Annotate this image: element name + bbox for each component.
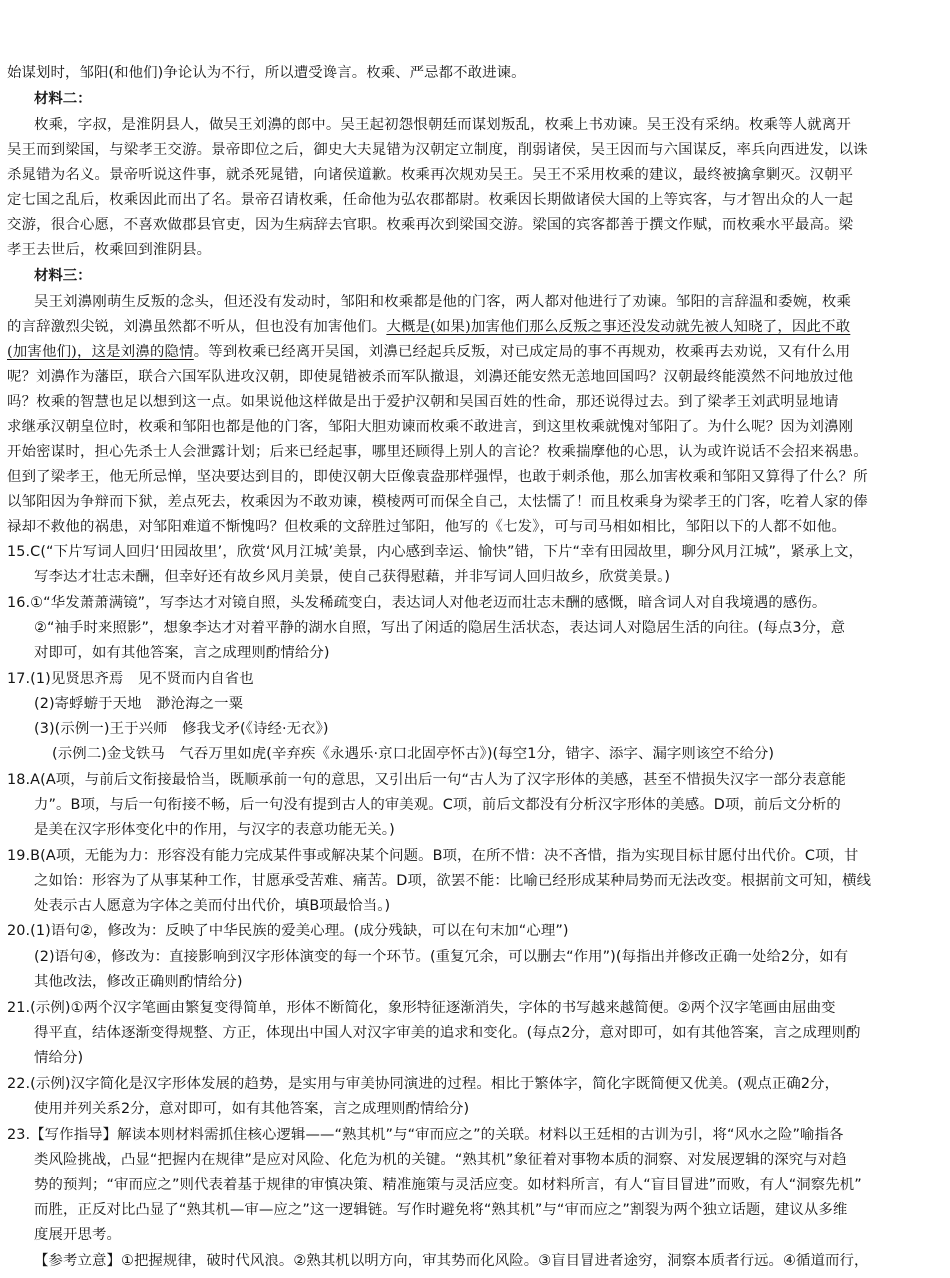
material-3-line: 开始密谋时，担心先杀士人会泄露计划；后来已经起事，哪里还顾得上别人的言论？枚乘揣摩他的心思，认为或许说话不会招来祸患。 bbox=[7, 444, 868, 460]
answer-line: 之如饴：形容为了从事某种工作，甘愿承受苦难、痛苦。D项，欲罢不能：比喻已经形成某种局势而无法改变。根据前文可知，横线 bbox=[34, 873, 872, 889]
top-line: 始谋划时，邹阳(和他们)争论认为不行，所以遭受谗言。枚乘、严忌都不敢进谏。 bbox=[7, 65, 526, 81]
material-3-line: 禄却不救他的祸患，对邹阳难道不惭愧吗？但枚乘的文辞胜过邹阳，他写的《七发》，可与司马相如相比，邹阳以下的人都不如他。 bbox=[7, 519, 847, 535]
material-3-heading: 材料三： bbox=[34, 268, 92, 284]
answer-line: (2)寄蜉蝣于天地 渺沧海之一粟 bbox=[34, 696, 244, 712]
answer-line: 19.B(A项，无能为力：形容没有能力完成某件事或解决某个问题。B项，在所不惜：决不吝惜，指为实现目标甘愿付出代价。C项，甘 bbox=[7, 848, 859, 864]
answer-line: 度展开思考。 bbox=[34, 1227, 121, 1243]
answer-line: (2)语句④，修改为：直接影响到汉字形体演变的每一个环节。(重复冗余，可以删去“作用”)(每指出并修改正确一处给2分，如有 bbox=[34, 949, 849, 965]
answer-line: 22.(示例)汉字简化是汉字形体发展的趋势，是实用与审美协同演进的过程。相比于繁体字，简化字既简便又优美。(观点正确2分， bbox=[7, 1076, 840, 1092]
underlined-passage: (加害他们)，这是刘濞的隐情 bbox=[7, 344, 194, 360]
answer-line: 写李达才壮志未酬，但幸好还有故乡风月美景，使自己获得慰藉，并非写词人回归故乡，欣赏美景。) bbox=[34, 569, 671, 585]
material-2-line: 交游，很合心愿，不喜欢做郡县官吏，因为生病辞去官职。枚乘再次到梁国交游。梁国的宾客都善于撰文作赋，而枚乘水平最高。梁 bbox=[7, 217, 854, 233]
answer-line: 力”。B项，与后一句衔接不畅，后一句没有提到古人的审美观。C项，前后文都没有分析汉字形体的美感。D项，前后文分析的 bbox=[34, 797, 841, 813]
answer-line: 势的预判；“审而应之”则代表着基于规律的审慎决策、精准施策与灵活应变。如材料所言，有人“盲目冒进”而败，有人“洞察先机” bbox=[34, 1177, 862, 1193]
material-3-line: 但到了梁孝王，他无所忌惮，坚决要达到目的，即使汉朝大臣像袁盎那样强悍，也敢于刺杀他，那么加害枚乘和邹阳又算得了什么？所 bbox=[7, 469, 868, 485]
answer-line: 是美在汉字形体变化中的作用，与汉字的表意功能无关。) bbox=[34, 822, 395, 838]
answer-line: 17.(1)见贤思齐焉 见不贤而内自省也 bbox=[7, 671, 254, 687]
material-2-line: 吴王而到梁国，与梁孝王交游。景帝即位之后，御史大夫晁错为汉朝定立制度，削弱诸侯，吴王因而与六国谋反，率兵向西进发，以诛 bbox=[7, 142, 868, 158]
material-3-line bbox=[7, 341, 850, 363]
answer-line: 其他改法，修改正确则酌情给分) bbox=[34, 974, 243, 990]
material-3-text: 。等到枚乘已经离开吴国，刘濞已经起兵反叛，对已成定局的事不再规劝，枚乘再去劝说，又有什么用 bbox=[193, 344, 851, 360]
answer-line: 23.【写作指导】解读本则材料需抓住核心逻辑——“熟其机”与“审而应之”的关联。材料以王廷相的古训为引，将“风水之险”喻指各 bbox=[7, 1127, 844, 1143]
answer-line: 情给分) bbox=[34, 1050, 84, 1066]
material-3-line: 吴王刘濞刚萌生反叛的念头，但还没有发动时，邹阳和枚乘都是他的门客，两人都对他进行了劝谏。邹阳的言辞温和委婉，枚乘 bbox=[34, 294, 852, 310]
material-2-line: 孝王去世后，枚乘回到淮阴县。 bbox=[7, 242, 212, 258]
material-3-line: 呢？刘濞作为藩臣，联合六国军队进攻汉朝，即使晁错被杀而军队撤退，刘濞还能安然无恙地回国吗？汉朝最终能漠然不问地放过他 bbox=[7, 369, 854, 385]
answer-line: (示例二)金戈铁马 气吞万里如虎(辛弃疾《永遇乐·京口北固亭怀古》)(每空1分，错字、添字、漏字则该空不给分) bbox=[52, 746, 775, 762]
material-3-line bbox=[7, 316, 850, 338]
material-3-line: 吗？枚乘的智慧也足以想到这一点。如果说他这样做是出于爱护汉朝和吴国百姓的性命，那还说得过去。到了梁孝王刘武明显地请 bbox=[7, 394, 839, 410]
answer-line: 15.C(“下片写词人回归‘田园故里’，欣赏‘风月江城’美景，内心感到幸运、愉快”错，下片“幸有田园故里，聊分风月江城”，紧承上文， bbox=[7, 544, 863, 560]
answer-line: 【参考立意】①把握规律，破时代风浪。②熟其机以明方向，审其势而化风险。③盲目冒进者途穷，洞察本质者行远。④循道而行， bbox=[34, 1253, 869, 1269]
answer-line: 16.①“华发萧萧满镜”，写李达才对镜自照，头发稀疏变白，表达词人对他老迈而壮志未酬的感慨，暗含词人对自我境遇的感伤。 bbox=[7, 595, 827, 611]
answer-line: ②“袖手时来照影”，想象李达才对着平静的湖水自照，写出了闲适的隐居生活状态，表达词人对隐居生活的向往。(每点3分，意 bbox=[34, 620, 846, 636]
underlined-passage: 大概是(如果)加害他们那么反叛之事还没发动就先被人知晓了，因此不敢 bbox=[386, 319, 851, 335]
answer-line: 而胜，正反对比凸显了“熟其机—审—应之”这一逻辑链。写作时避免将“熟其机”与“审而应之”割裂为两个独立话题，建议从多维 bbox=[34, 1202, 848, 1218]
answer-line: 处表示古人愿意为字体之美而付出代价，填B项最恰当。) bbox=[34, 898, 391, 914]
answer-line: 18.A(A项，与前后文衔接最恰当，既顺承前一句的意思，又引出后一句“古人为了汉字形体的美感，甚至不惜损失汉字一部分表意能 bbox=[7, 772, 846, 788]
material-3-text: 的言辞激烈尖锐，刘濞虽然都不听从，但也没有加害他们。 bbox=[7, 319, 387, 335]
answer-line: 得平直，结体逐渐变得规整、方正，体现出中国人对汉字审美的追求和变化。(每点2分，意对即可，如有其他答案，言之成理则酌 bbox=[34, 1025, 861, 1041]
answer-line: 使用并列关系2分，意对即可，如有其他答案，言之成理则酌情给分) bbox=[34, 1101, 470, 1117]
answer-line: 对即可，如有其他答案，言之成理则酌情给分) bbox=[34, 645, 330, 661]
material-2-line: 定七国之乱后，枚乘因此而出了名。景帝召请枚乘，任命他为弘农郡都尉。枚乘因长期做诸侯大国的上等宾客，与才智出众的人一起 bbox=[7, 192, 854, 208]
material-2-heading: 材料二： bbox=[34, 91, 92, 107]
material-2-line: 枚乘，字叔，是淮阴县人，做吴王刘濞的郎中。吴王起初怨恨朝廷而谋划叛乱，枚乘上书劝谏。吴王没有采纳。枚乘等人就离开 bbox=[34, 117, 852, 133]
answer-line: (3)(示例一)王于兴师 修我戈矛(《诗经·无衣》) bbox=[34, 721, 329, 737]
answer-line: 20.(1)语句②，修改为：反映了中华民族的爱美心理。(成分残缺，可以在句末加“心理”) bbox=[7, 923, 569, 939]
material-2-line: 杀晁错为名义。景帝听说这件事，就杀死晁错，向诸侯道歉。枚乘再次规劝吴王。吴王不采用枚乘的建议，最终被擒拿剿灭。汉朝平 bbox=[7, 167, 854, 183]
material-3-line: 以邹阳因为争辩而下狱，差点死去，枚乘因为不敢劝谏，模棱两可而保全自己，太怯懦了！而且枚乘身为梁孝王的门客，吃着人家的俸 bbox=[7, 494, 868, 510]
answer-line: 类风险挑战，凸显“把握内在规律”是应对风险、化危为机的关键。“熟其机”象征着对事物本质的洞察、对发展逻辑的深究与对趋 bbox=[34, 1152, 847, 1168]
material-3-line: 求继承汉朝皇位时，枚乘和邹阳也都是他的门客，邹阳大胆劝谏而枚乘不敢进言，到这里枚乘就愧对邹阳了。为什么呢？因为刘濞刚 bbox=[7, 419, 854, 435]
answer-line: 21.(示例)①两个汉字笔画由繁复变得简单，形体不断简化，象形特征逐渐消失，字体的书写越来越简便。②两个汉字笔画由屈曲变 bbox=[7, 1000, 836, 1016]
